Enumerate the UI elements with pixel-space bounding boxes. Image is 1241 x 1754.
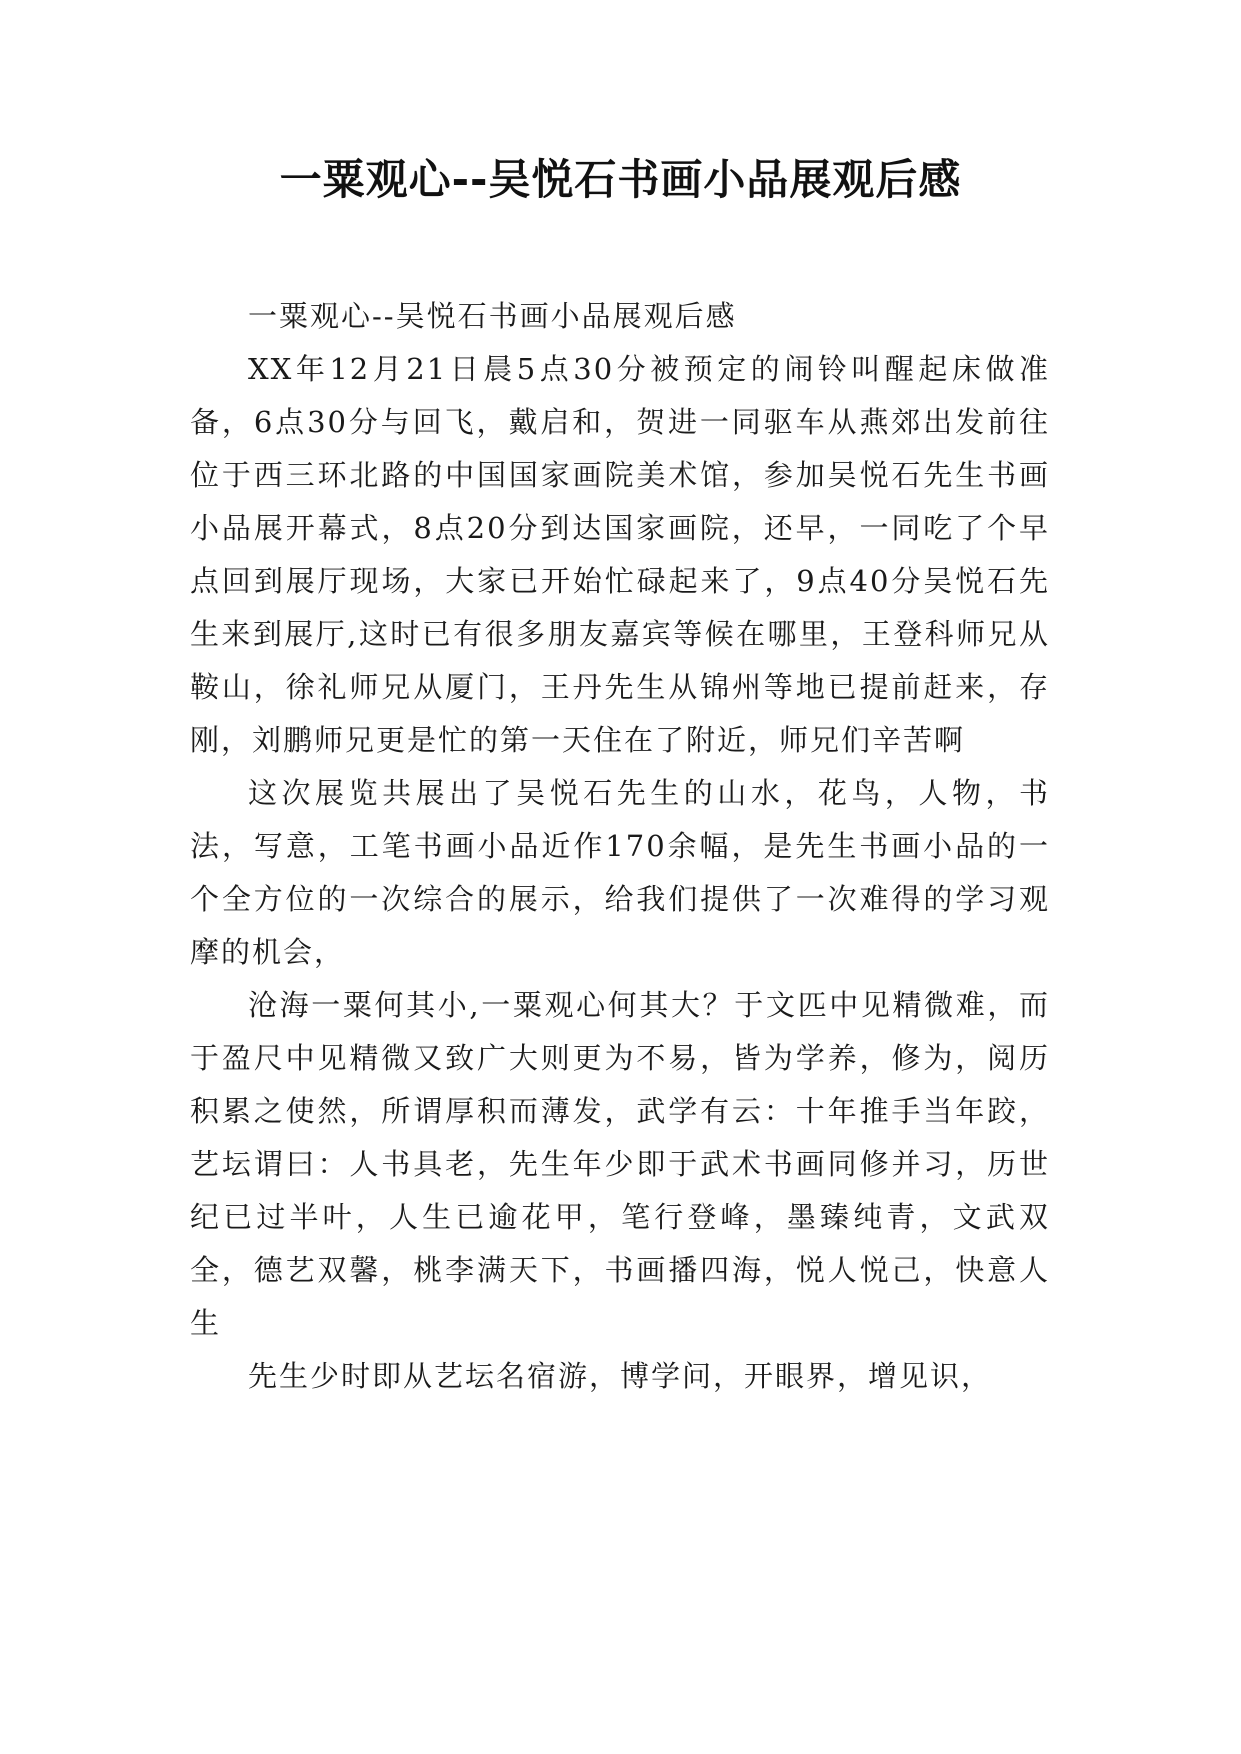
paragraph-heading: 一粟观心--吴悦石书画小品展观后感: [248, 299, 737, 333]
document-body: [190, 290, 1050, 1403]
paragraph: XX年12月21日晨5点30分被预定的闹铃叫醒起床做准备，6点30分与回飞，戴启和，贺进一同驱车从燕郊出发前往位于西三环北路的中国国家画院美术馆，参加吴悦石先生书画小品展开幕式，8点20分到达国家画院，还早，一同吃了个早点回到展厅现场，大家已开始忙碌起来了，9点40分吴悦石先生来到展厅,这时已有很多朋友嘉宾等候在哪里，王登科师兄从鞍山，徐礼师兄从厦门，王丹先生从锦州等地已提前赶来，存刚，刘鹏师兄更是忙的第一天住在了附近，师兄们辛苦啊: [190, 352, 1050, 757]
paragraph: 这次展览共展出了吴悦石先生的山水，花鸟，人物，书法，写意，工笔书画小品近作170余幅，是先生书画小品的一个全方位的一次综合的展示，给我们提供了一次难得的学习观摩的机会，: [190, 776, 1050, 969]
document-title: 一粟观心--吴悦石书画小品展观后感: [279, 155, 962, 204]
paragraph: 先生少时即从艺坛名宿游，博学问，开眼界，增见识，: [248, 1359, 993, 1393]
paragraph: 沧海一粟何其小,一粟观心何其大？于文匹中见精微难，而于盈尺中见精微又致广大则更为不易，皆为学养，修为，阅历积累之使然，所谓厚积而薄发，武学有云：十年推手当年跤，艺坛谓曰：人书具老，先生年少即于武术书画同修并习，历世纪已过半叶，人生已逾花甲，笔行登峰，墨臻纯青，文武双全，德艺双馨，桃李满天下，书画播四海，悦人悦己，快意人生: [190, 988, 1050, 1340]
